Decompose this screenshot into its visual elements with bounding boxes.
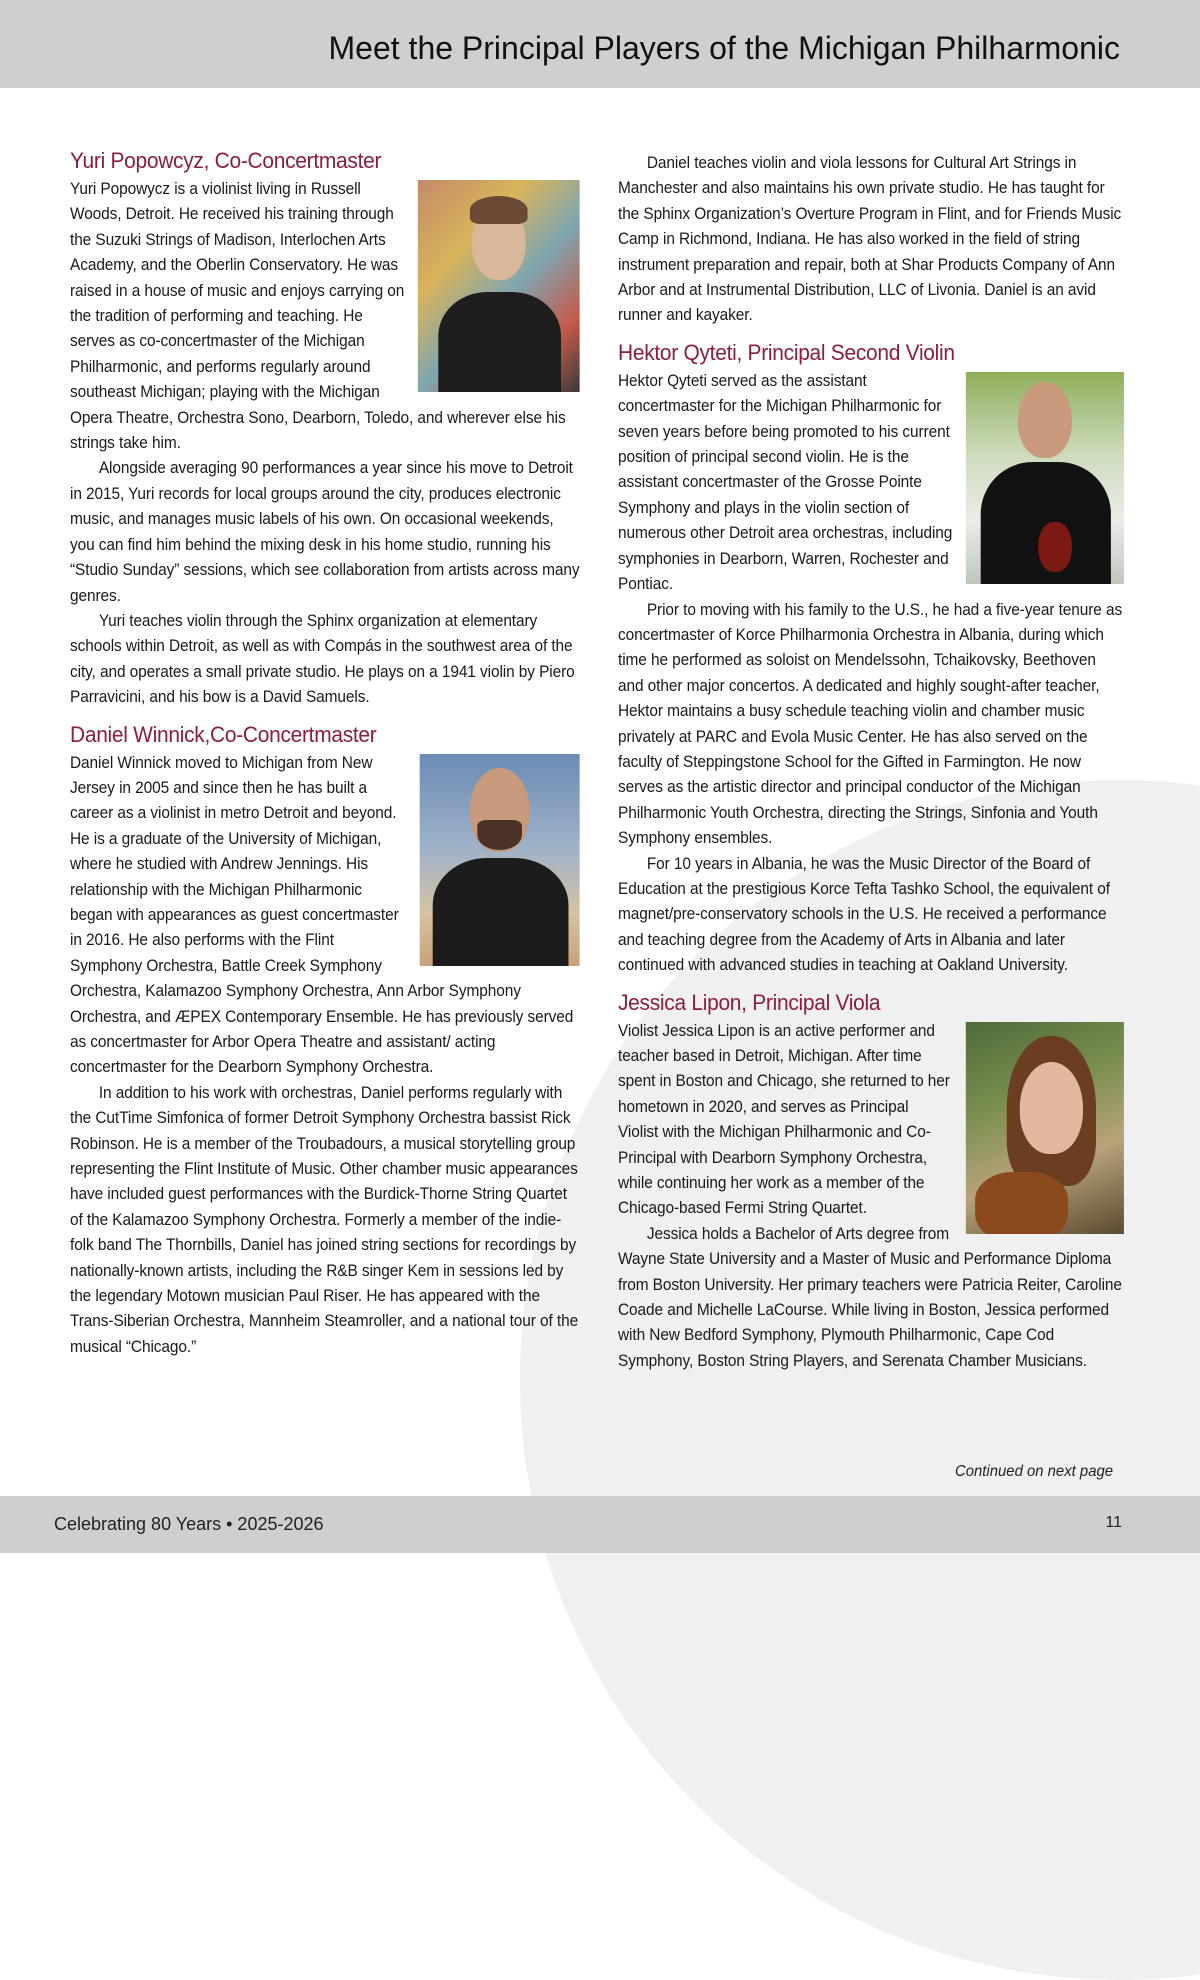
- portrait-photo: [420, 754, 580, 966]
- bio-paragraph: Hektor Qyteti served as the assistant concertmaster for the Michigan Philharmonic for seven years before being promoted to his current position of principal second violin. He is the assistant concertmaster of the Grosse Pointe Symphony and plays in the violin section of numerous other Detroit area orchestras, including symphonies in Dearborn, Warren, Rochester and Pontiac.: [618, 370, 953, 594]
- bio-name: Hektor Qyteti, Principal Second Violin: [618, 339, 955, 365]
- bio-yuri: [70, 146, 580, 710]
- bio-paragraph: Jessica holds a Bachelor of Arts degree from Wayne State University and a Master of Music and Performance Diploma from Boston University. Her primary teachers were Patricia Reiter, Caroline Coade and Michelle LaCourse. While living in Boston, Jessica performed with New Bedford Symphony, Plymouth Philharmonic, Cape Cod Symphony, Boston String Players, and Serenata Chamber Musicians.: [618, 1223, 1122, 1370]
- bio-paragraph: For 10 years in Albania, he was the Music Director of the Board of Education at the prestigious Korce Tefta Tashko School, the equivalent of magnet/pre-conservatory schools in the U.S. He received a performance and teaching degree from the Academy of Arts in Albania and later continued with advanced studies in teaching at Oakland University.: [618, 853, 1110, 975]
- bio-paragraph: Yuri Popowycz is a violinist living in Russell Woods, Detroit. He received his training through the Suzuki Strings of Madison, Interlochen Arts Academy, and the Oberlin Conservatory. He was raised in a house of music and enjoys carrying on the tradition of performing and teaching. He serves as co-concertmaster of the Michigan Philharmonic, and performs regularly around southeast Michigan; playing with the Michigan Opera Theatre, Orchestra Sono, Dearborn, Toledo, and wherever else his strings take him.: [70, 179, 566, 453]
- bio-paragraph: Prior to moving with his family to the U.S., he had a five-year tenure as concertmaster of Korce Philharmonia Orchestra in Albania, during which time he performed as soloist on Mendelssohn, Tchaikovsky, Beethoven and other major concertos. A dedicated and highly sought-after teacher, Hektor maintains a busy schedule teaching violin and chamber music privately at PARC and Evola Music Center. He has also served on the faculty of Steppingstone School for the Gifted in Farmington. He now serves as the artistic director and principal conductor of the Michigan Philharmonic Youth Orchestra, directing the Strings, Sinfonia and Youth Symphony ensembles.: [618, 599, 1123, 848]
- footer-bar: [0, 1496, 1200, 1553]
- bio-paragraph: Violist Jessica Lipon is an active performer and teacher based in Detroit, Michigan. After time spent in Boston and Chicago, she returned to her hometown in 2020, and serves as Principal Violist with the Michigan Philharmonic and Co-Principal with Dearborn Symphony Orchestra, while continuing her work as a member of the Chicago-based Fermi String Quartet.: [618, 1020, 950, 1218]
- continued-note: Continued on next page: [955, 1463, 1114, 1480]
- portrait-photo: [966, 372, 1124, 584]
- bio-daniel: [70, 720, 580, 1360]
- page-title: Meet the Principal Players of the Michigan Philharmonic: [328, 30, 1120, 66]
- bio-paragraph: In addition to his work with orchestras, Daniel performs regularly with the CutTime Simfonica of former Detroit Symphony Orchestra bassist Rick Robinson. He is a member of the Troubadours, a musical storytelling group representing the Flint Institute of Music. Other chamber music appearances have included guest performances with the Burdick-Thorne String Quartet of the Kalamazoo Symphony Orchestra. Formerly a member of the indie-folk band The Thornbills, Daniel has joined string sections for recordings by nationally-known artists, including the R&B singer Kem in sessions led by the legendary Motown musician Paul Riser. He has appeared with the Trans-Siberian Orchestra, Mannheim Steamroller, and a national tour of the musical “Chicago.”: [70, 1082, 579, 1356]
- bio-paragraph: Alongside averaging 90 performances a year since his move to Detroit in 2015, Yuri records for local groups around the city, produces electronic music, and manages music labels of his own. On occasional weekends, you can find him behind the mixing desk in his home studio, running his “Studio Sunday” sessions, which see collaboration from artists across many genres.: [70, 458, 580, 605]
- portrait-photo: [418, 180, 580, 392]
- footer-text: Celebrating 80 Years • 2025-2026: [54, 1514, 324, 1534]
- bio-jessica: [618, 988, 1124, 1374]
- right-column: [618, 150, 1124, 1383]
- bio-paragraph: Yuri teaches violin through the Sphinx organization at elementary schools within Detroit, as well as with Compás in the southwest area of the city, and operates a small private studio. He plays on a 1941 violin by Piero Parravicini, and his bow is a David Samuels.: [70, 610, 575, 707]
- portrait-photo: [966, 1022, 1124, 1234]
- left-column: [70, 146, 580, 1369]
- bio-name: Yuri Popowcyz, Co-Concertmaster: [70, 148, 382, 173]
- bio-name: Daniel Winnick,Co-Concertmaster: [70, 721, 377, 747]
- bio-daniel-continued: [618, 150, 1124, 328]
- bio-hektor: [618, 338, 1124, 978]
- page-number: 11: [1105, 1514, 1122, 1531]
- bio-paragraph: Daniel teaches violin and viola lessons for Cultural Art Strings in Manchester and also maintains his own private studio. He has taught for the Sphinx Organization’s Overture Program in Flint, and for Friends Music Camp in Richmond, Indiana. He has also worked in the field of string instrument preparation and repair, both at Shar Products Company of Ann Arbor and at Instrumental Distribution, LLC of Livonia. Daniel is an avid runner and kayaker.: [618, 153, 1122, 325]
- bio-name: Jessica Lipon, Principal Viola: [618, 989, 881, 1015]
- bio-paragraph: Daniel Winnick moved to Michigan from New Jersey in 2005 and since then he has built a career as a violinist in metro Detroit and beyond. He is a graduate of the University of Michigan, where he studied with Andrew Jennings. His relationship with the Michigan Philharmonic began with appearances as guest concertmaster in 2016. He also performs with the Flint Symphony Orchestra, Battle Creek Symphony Orchestra, Kalamazoo Symphony Orchestra, Ann Arbor Symphony Orchestra, and ÆPEX Contemporary Ensemble. He has previously served as concertmaster for Arbor Opera Theatre and assistant/ acting concertmaster for the Dearborn Symphony Orchestra.: [70, 752, 574, 1077]
- header-bar: [0, 0, 1200, 88]
